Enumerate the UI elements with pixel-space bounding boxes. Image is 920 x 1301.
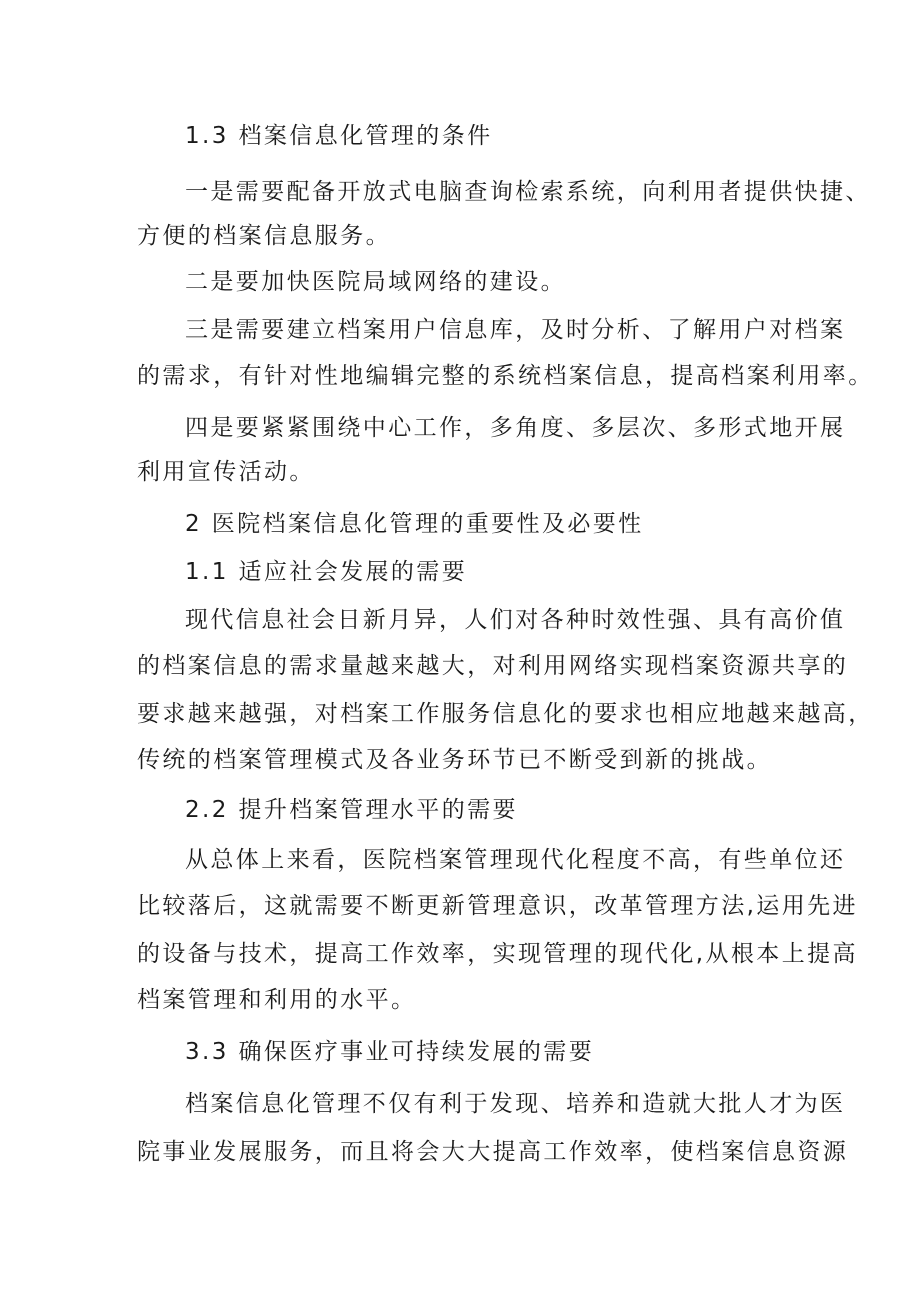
paragraph-line: 利用宣传活动。	[137, 459, 315, 485]
section-heading-1-1: 1.1 适应社会发展的需要	[185, 559, 468, 585]
section-heading-1-3: 1.3 档案信息化管理的条件	[185, 123, 493, 149]
paragraph-line: 院事业发展服务，而且将会大大提高工作效率，使档案信息资源	[137, 1139, 849, 1165]
paragraph-line: 三是需要建立档案用户信息库，及时分析、了解用户对档案	[185, 317, 846, 343]
paragraph-line: 的档案信息的需求量越来越大，对利用网络实现档案资源共享的	[137, 653, 849, 679]
section-heading-2: 2 医院档案信息化管理的重要性及必要性	[185, 511, 644, 537]
paragraph-line: 四是要紧紧围绕中心工作，多角度、多层次、多形式地开展	[185, 415, 846, 441]
paragraph-line: 要求越来越强，对档案工作服务信息化的要求也相应地越来越高，	[137, 701, 874, 727]
paragraph-line: 从总体上来看，医院档案管理现代化程度不高，有些单位还	[185, 847, 846, 873]
paragraph-line: 方便的档案信息服务。	[137, 223, 391, 249]
paragraph-line: 二是要加快医院局域网络的建设。	[185, 269, 566, 295]
paragraph-line: 档案信息化管理不仅有利于发现、培养和造就大批人才为医	[185, 1091, 846, 1117]
section-heading-3-3: 3.3 确保医疗事业可持续发展的需要	[185, 1039, 595, 1065]
paragraph-line: 一是需要配备开放式电脑查询检索系统，向利用者提供快捷、	[185, 179, 871, 205]
paragraph-line: 档案管理和利用的水平。	[137, 987, 417, 1013]
paragraph-line: 现代信息社会日新月异，人们对各种时效性强、具有高价值	[185, 607, 846, 633]
section-heading-2-2: 2.2 提升档案管理水平的需要	[185, 797, 518, 823]
paragraph-line: 传统的档案管理模式及各业务环节已不断受到新的挑战。	[137, 747, 772, 773]
paragraph-line: 的需求，有针对性地编辑完整的系统档案信息，提高档案利用率。	[137, 363, 874, 389]
paragraph-line: 比较落后，这就需要不断更新管理意识，改革管理方法,运用先进	[137, 893, 858, 919]
paragraph-line: 的设备与技术，提高工作效率，实现管理的现代化,从根本上提高	[137, 941, 858, 967]
